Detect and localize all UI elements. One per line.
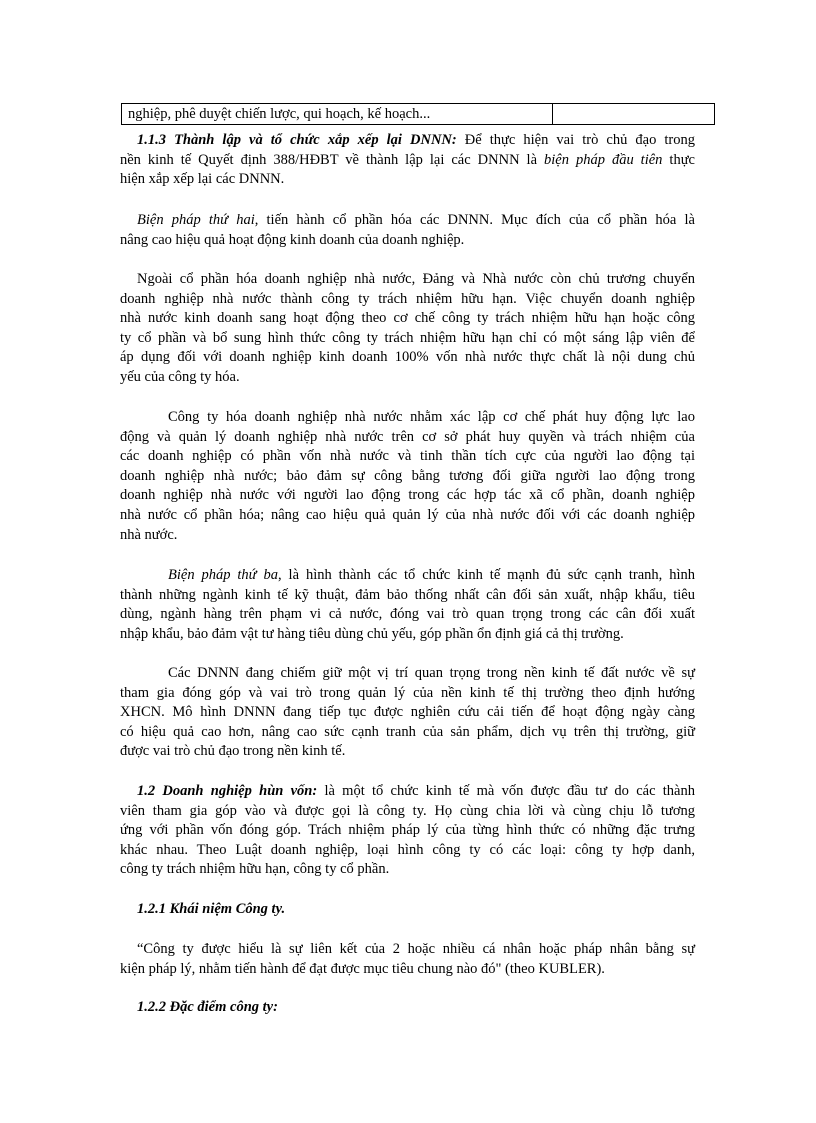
italic-emphasis: Biện pháp thứ hai	[137, 212, 255, 228]
table-cell: nghiệp, phê duyệt chiến lược, qui hoạch, kế hoạch...	[122, 104, 553, 124]
paragraph-line: hiện xắp xếp lại các DNNN.	[120, 171, 285, 188]
paragraph-line: được vai trò chủ đạo trong nền kinh tế.	[120, 743, 346, 760]
table-row	[121, 103, 715, 125]
paragraph-line: công ty trách nhiệm hữu hạn, công ty cổ phần.	[120, 861, 390, 878]
paragraph-line: Công ty hóa doanh nghiệp nhà nước nhằm xác lập cơ chế phát huy động lực lao	[168, 409, 695, 425]
paragraph-line: doanh nghiệp nhà nước thành công ty trách nhiệm hữu hạn. Việc chuyển doanh nghiệp	[120, 290, 695, 307]
paragraph-line	[120, 211, 695, 231]
paragraph-line: nhà nước kinh doanh sang hoạt động theo cơ chế công ty trách nhiệm hữu hạn hoặc công	[120, 310, 695, 327]
paragraph-line	[120, 566, 695, 586]
paragraph-line: doanh nghiệp nhà nước với người lao động trong các hợp tác xã cổ phần, doanh nghiệp	[120, 487, 695, 504]
paragraph-text: thực	[662, 151, 695, 168]
paragraph-line: viên tham gia góp vào và được gọi là công ty. Họ cùng chia lời và cùng chịu lỗ tương	[120, 802, 695, 819]
section-heading-1-1-3: 1.1.3 Thành lập và tổ chức xắp xếp lại DNNN:	[137, 132, 457, 148]
paragraph-line: “Công ty được hiểu là sự liên kết của 2 hoặc nhiều cá nhân hoặc pháp nhân bằng sự	[137, 941, 695, 957]
section-1-2-paragraph	[120, 782, 695, 880]
paragraph-line: áp dụng đối với doanh nghiệp kinh doanh 100% vốn nhà nước thực chất là nội dung chủ	[120, 349, 695, 366]
paragraph-line: nhập khẩu, bảo đảm vật tư hàng tiêu dùng chủ yếu, góp phần ổn định giá cả thị trường.	[120, 625, 624, 642]
paragraph-line	[120, 151, 695, 171]
table-cell-empty	[553, 104, 714, 124]
paragraph-line: kiện pháp lý, nhằm tiến hành để đạt được mục tiêu chung nào đó" (theo KUBLER).	[120, 960, 605, 977]
section-heading-1-2-1: 1.2.1 Khái niệm Công ty.	[137, 901, 286, 917]
section-1-1-3-paragraph	[120, 131, 695, 190]
paragraph-cac-dnnn	[120, 664, 695, 762]
paragraph-text: nền kinh tế Quyết định 388/HĐBT về thành lập lại các DNNN là	[120, 151, 544, 168]
paragraph-line: XHCN. Mô hình DNNN đang tiếp tục được nghiên cứu cải tiến để hoạt động ngày càng	[120, 704, 695, 721]
section-heading-1-2-2: 1.2.2 Đặc điểm công ty:	[137, 999, 278, 1015]
paragraph-dinh-nghia-cong-ty	[120, 940, 695, 979]
paragraph-text: Để thực hiện vai trò chủ đạo trong	[456, 132, 695, 148]
paragraph-line: Ngoài cổ phần hóa doanh nghiệp nhà nước, Đảng và Nhà nước còn chủ trương chuyển	[137, 271, 695, 287]
paragraph-line: yếu của công ty hóa.	[120, 368, 240, 385]
paragraph-text: , là hình thành các tổ chức kinh tế mạnh đủ sức cạnh tranh, hình	[278, 567, 695, 583]
paragraph-line: doanh nghiệp nhà nước; bảo đảm sự công bằng tương đối giữa người lao động trong	[120, 467, 695, 484]
paragraph-cong-ty-hoa	[120, 408, 695, 545]
paragraph-line: ty cổ phần và bổ sung hình thức công ty trách nhiệm hữu hạn chỉ có một sáng lập viên để	[120, 329, 695, 346]
paragraph-line: ứng với phần vốn đóng góp. Trách nhiệm pháp lý của từng hình thức có những đặc trưng	[120, 822, 695, 839]
paragraph-line: các doanh nghiệp có phần vốn nhà nước và tinh thần tích cực của người lao động tại	[120, 448, 695, 465]
paragraph-line	[120, 782, 695, 802]
italic-emphasis: Biện pháp thứ ba	[168, 567, 279, 583]
paragraph-bien-phap-thu-ba	[120, 566, 695, 644]
paragraph-line: nhà nước.	[120, 526, 178, 543]
paragraph-line: nhà nước cổ phần hóa; nâng cao hiệu quả quản lý của nhà nước đối với các doanh nghiệp	[120, 506, 695, 523]
paragraph-line: khác nhau. Theo Luật doanh nghiệp, loại hình công ty có các loại: công ty hợp danh,	[120, 841, 695, 858]
paragraph-bien-phap-thu-hai	[120, 211, 695, 250]
paragraph-text: , tiến hành cổ phần hóa các DNNN. Mục đích của cổ phần hóa là	[254, 212, 695, 228]
paragraph-line	[120, 131, 695, 151]
section-heading-1-2: 1.2 Doanh nghiệp hùn vốn:	[137, 783, 318, 799]
paragraph-line: có hiệu quả cao hơn, nâng cao sức cạnh tranh của sản phẩm, dịch vụ trên thị trường, giữ	[120, 723, 695, 740]
paragraph-line: động và quản lý doanh nghiệp nhà nước trên cơ sở phát huy quyền và trách nhiệm của	[120, 428, 695, 445]
paragraph-line: dùng, ngành hàng trên phạm vi cả nước, đóng vai trò quan trọng trong các cân đối xuất	[120, 606, 695, 623]
paragraph-co-phan-hoa	[120, 270, 695, 388]
paragraph-line: tham gia đóng góp và vai trò trong quản lý của nền kinh tế thị trường theo định hướng	[120, 684, 695, 701]
paragraph-text: là một tổ chức kinh tế mà vốn được đầu tư do các thành	[317, 783, 695, 799]
paragraph-line: Các DNNN đang chiếm giữ một vị trí quan trọng trong nền kinh tế đất nước về sự	[168, 665, 695, 681]
paragraph-line: thành những ngành kinh tế kỹ thuật, đảm bảo thống nhất cân đối sản xuất, nhập khẩu, tiêu	[120, 586, 695, 603]
italic-emphasis: biện pháp đầu tiên	[544, 151, 663, 168]
paragraph-line: nâng cao hiệu quả hoạt động kinh doanh của doanh nghiệp.	[120, 231, 465, 248]
